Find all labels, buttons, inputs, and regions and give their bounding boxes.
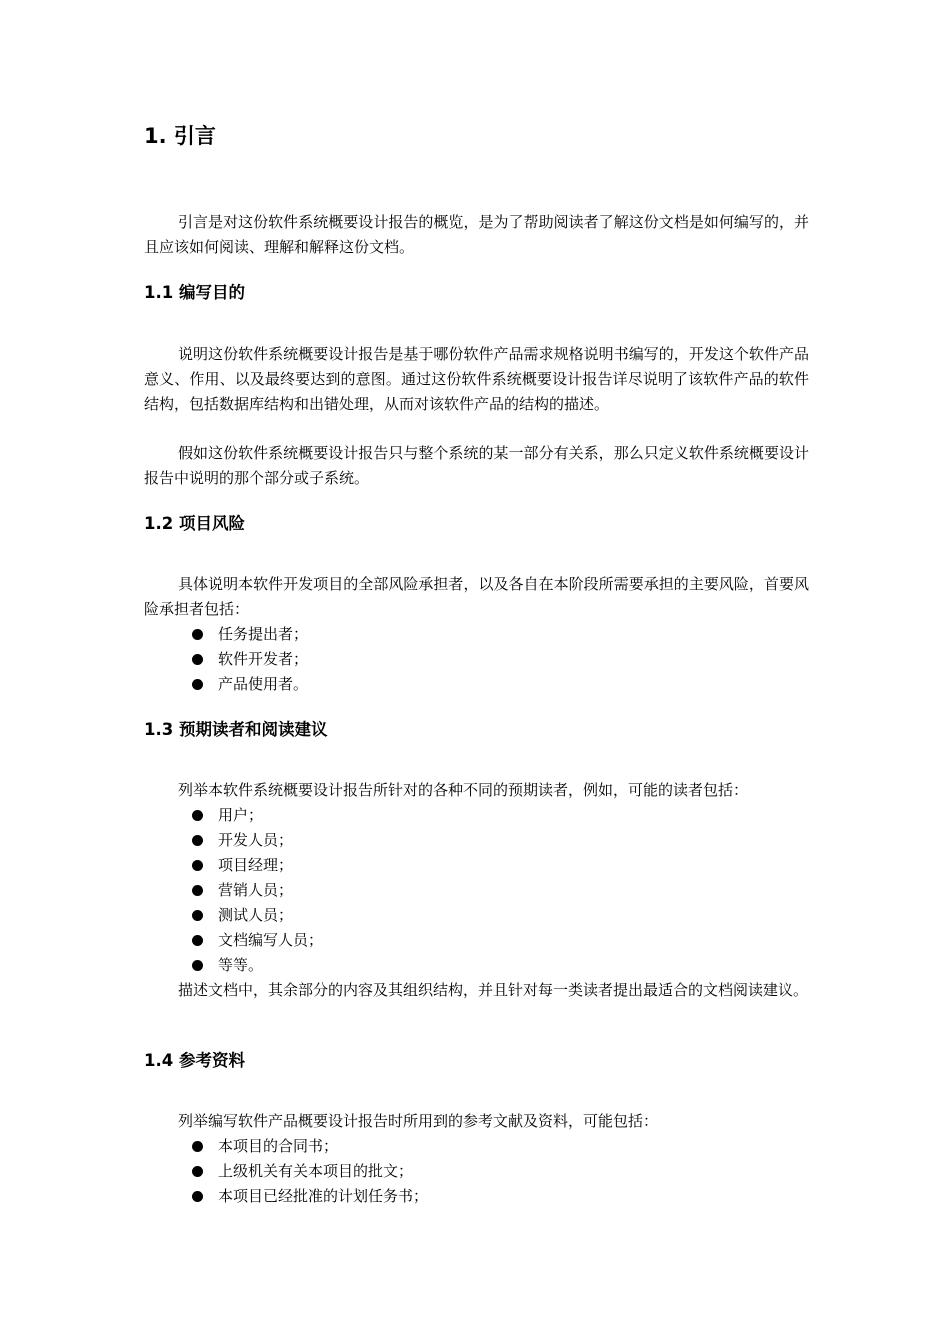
list-item: 等等。 — [144, 953, 809, 978]
readers-paragraph: 列举本软件系统概要设计报告所针对的各种不同的预期读者，例如，可能的读者包括： — [178, 781, 749, 799]
list-item: 任务提出者； — [144, 622, 809, 647]
references-paragraph: 列举编写软件产品概要设计报告时所用到的参考文献及资料，可能包括： — [178, 1112, 659, 1130]
list-item: 开发人员； — [144, 828, 809, 853]
bullet-icon — [192, 910, 203, 921]
list-item: 用户； — [144, 803, 809, 828]
list-item: 文档编写人员； — [144, 928, 809, 953]
bullet-icon — [192, 1141, 203, 1152]
list-item: 项目经理； — [144, 853, 809, 878]
bullet-icon — [192, 629, 203, 640]
risks-paragraph: 具体说明本软件开发项目的全部风险承担者，以及各自在本阶段所需要承担的主要风险，首要风险承担者包括： — [144, 575, 809, 618]
list-item: 测试人员； — [144, 903, 809, 928]
bullet-icon — [192, 679, 203, 690]
list-item: 软件开发者； — [144, 647, 809, 672]
list-item: 产品使用者。 — [144, 672, 809, 697]
section-heading-risks: 1.2 项目风险 — [144, 514, 245, 533]
reader-list — [144, 803, 809, 978]
section-heading-references: 1.4 参考资料 — [144, 1051, 245, 1070]
bullet-icon — [192, 1191, 203, 1202]
readers-closing-paragraph: 描述文档中，其余部分的内容及其组织结构，并且针对每一类读者提出最适合的文档阅读建议。 — [178, 981, 809, 999]
list-item: 本项目的合同书； — [144, 1134, 809, 1159]
purpose-paragraph-2: 假如这份软件系统概要设计报告只与整个系统的某一部分有关系，那么只定义软件系统概要设计报告中说明的那个部分或子系统。 — [144, 444, 809, 487]
intro-paragraph: 引言是对这份软件系统概要设计报告的概览，是为了帮助阅读者了解这份文档是如何编写的，并且应该如何阅读、理解和解释这份文档。 — [144, 213, 809, 256]
bullet-icon — [192, 935, 203, 946]
section-heading-purpose: 1.1 编写目的 — [144, 283, 245, 302]
purpose-paragraph-1: 说明这份软件系统概要设计报告是基于哪份软件产品需求规格说明书编写的，开发这个软件产品意义、作用、以及最终要达到的意图。通过这份软件系统概要设计报告详尽说明了该软件产品的软件结构，包括数据库结构和出错处理，从而对该软件产品的结构的描述。 — [144, 345, 809, 413]
list-item: 营销人员； — [144, 878, 809, 903]
risk-bearer-list — [144, 622, 809, 697]
section-heading-readers: 1.3 预期读者和阅读建议 — [144, 720, 328, 739]
bullet-icon — [192, 654, 203, 665]
bullet-icon — [192, 835, 203, 846]
list-item: 本项目已经批准的计划任务书； — [144, 1184, 809, 1209]
page-title: 1. 引言 — [144, 124, 216, 148]
bullet-icon — [192, 810, 203, 821]
bullet-icon — [192, 860, 203, 871]
bullet-icon — [192, 1166, 203, 1177]
bullet-icon — [192, 885, 203, 896]
reference-list — [144, 1134, 809, 1209]
list-item: 上级机关有关本项目的批文； — [144, 1159, 809, 1184]
bullet-icon — [192, 960, 203, 971]
